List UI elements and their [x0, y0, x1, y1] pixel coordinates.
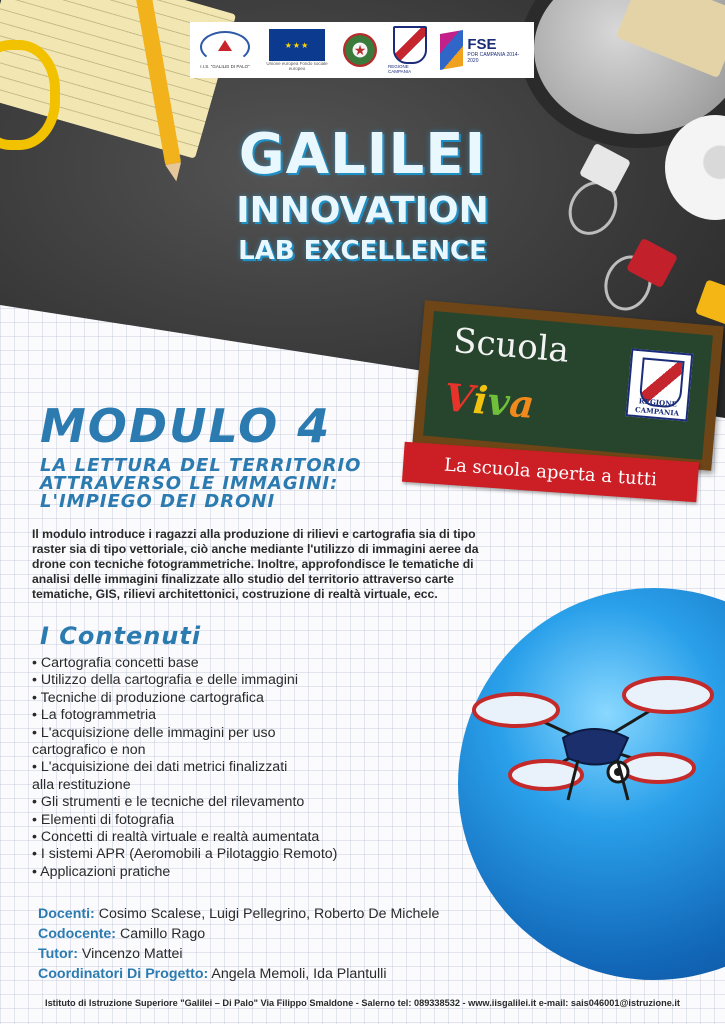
list-item: alla restituzione [32, 776, 131, 793]
scuola-text: Scuola [451, 320, 571, 371]
codocente-line [38, 926, 558, 942]
list-item: • La fotogrammetria [32, 707, 157, 724]
intro-line: Il modulo introduce i ragazzi alla produzione di rilievi e cartografia sia di tipo [32, 527, 476, 541]
codocente-value: Camillo Rago [116, 926, 206, 942]
list-item: cartografico e non [32, 742, 146, 759]
tutor-value: Vincenzo Mattei [77, 946, 183, 962]
drone-icon [468, 650, 718, 820]
intro-line: drone con tecniche fotogrammetriche. Inoltre, approfondisce le tematiche di [32, 557, 474, 571]
regione-campania-logo [388, 26, 432, 74]
fse-mark-icon [440, 30, 463, 70]
eu-logo-text: Unione europea Fondo sociale europeo [266, 61, 328, 71]
fse-logo [440, 26, 524, 74]
list-item: • L'acquisizione dei dati metrici finalizzati [32, 759, 288, 776]
list-item: • L'acquisizione delle immagini per uso [32, 724, 276, 741]
list-item: • Gli strumenti e le tecniche del rilevamento [32, 794, 305, 811]
list-item: • Concetti di realtà virtuale e realtà aumentata [32, 829, 320, 846]
title-lab-excellence: LAB EXCELLENCE [238, 236, 487, 266]
title-innovation: INNOVATION [236, 190, 489, 231]
footer-contact: Istituto di Istruzione Superiore "Galilei – Di Palo" Via Filippo Smaldone - Salerno tel: 089338532 - www.iisgalilei.it e-mail: sais046001@istruzione.it [45, 998, 680, 1008]
regione-crest [626, 348, 694, 421]
docenti-label: Docenti: [38, 906, 95, 922]
viva-text [443, 374, 537, 427]
eu-logo [262, 26, 332, 74]
subtitle-line: L'IMPIEGO DEI DRONI [40, 491, 276, 512]
list-item: • I sistemi APR (Aeromobili a Pilotaggio Remoto) [32, 846, 338, 863]
contents-list [32, 655, 452, 881]
subtitle-line: ATTRAVERSO LE IMMAGINI: [40, 473, 339, 494]
viva-letter: V [442, 374, 476, 422]
star-emblem-icon: ★ [343, 33, 377, 67]
module-intro [32, 527, 547, 602]
campania-shield-icon [393, 26, 427, 64]
intro-line: tematiche, GIS, rilievi architettonici, costruzione di realtà virtuale, ecc. [32, 587, 438, 601]
coordinatori-line [38, 966, 558, 982]
fse-logo-title: FSE [467, 35, 497, 53]
intro-line: analisi delle immagini finalizzate allo studio del territorio attraverso carte [32, 572, 454, 586]
regione-logo-text: REGIONE CAMPANIA [388, 64, 412, 74]
crest-label: REGIONE CAMPANIA [634, 396, 680, 418]
viva-letter: i [471, 376, 490, 423]
list-item: • Cartografia concetti base [32, 655, 199, 671]
list-item: • Elementi di fotografia [32, 811, 175, 828]
module-heading: MODULO 4 [40, 399, 332, 453]
codocente-label: Codocente: [38, 926, 117, 942]
subtitle-line: LA LETTURA DEL TERRITORIO [40, 455, 362, 476]
partner-logos [190, 22, 534, 78]
docenti-value: Cosimo Scalese, Luigi Pellegrino, Roberto De Michele [94, 906, 440, 922]
binder-clip-yellow-icon [695, 279, 725, 327]
scuola-aperta-banner: La scuola aperta a tutti [402, 442, 699, 502]
contents-heading: I Contenuti [40, 622, 202, 650]
viva-letter: a [507, 380, 537, 428]
list-item: • Tecniche di produzione cartografica [32, 689, 264, 706]
iis-galilei-logo [196, 26, 254, 74]
viva-letter: v [485, 378, 512, 425]
iis-logo-text: I.I.S. "GALILEI DI PALO" [200, 64, 250, 69]
list-item: • Utilizzo della cartografia e delle immagini [32, 672, 298, 689]
eu-flag-icon: ★★★ [269, 29, 325, 61]
italian-republic-emblem [340, 26, 380, 74]
fse-logo-subtitle: POR CAMPANIA 2014-2020 [467, 51, 520, 64]
list-item: • Applicazioni pratiche [32, 863, 171, 880]
coordinatori-label: Coordinatori Di Progetto: [38, 966, 209, 982]
intro-line: raster sia di tipo vettoriale, ciò anche mediante l'utilizzo di immagini aeree da [32, 542, 479, 556]
docenti-line [38, 906, 558, 922]
coordinatori-value: Angela Memoli, Ida Plantulli [208, 966, 387, 982]
title-galilei: GALILEI [238, 122, 487, 187]
tutor-line [38, 946, 558, 962]
tutor-label: Tutor: [38, 946, 78, 962]
module-subtitle [40, 457, 400, 511]
